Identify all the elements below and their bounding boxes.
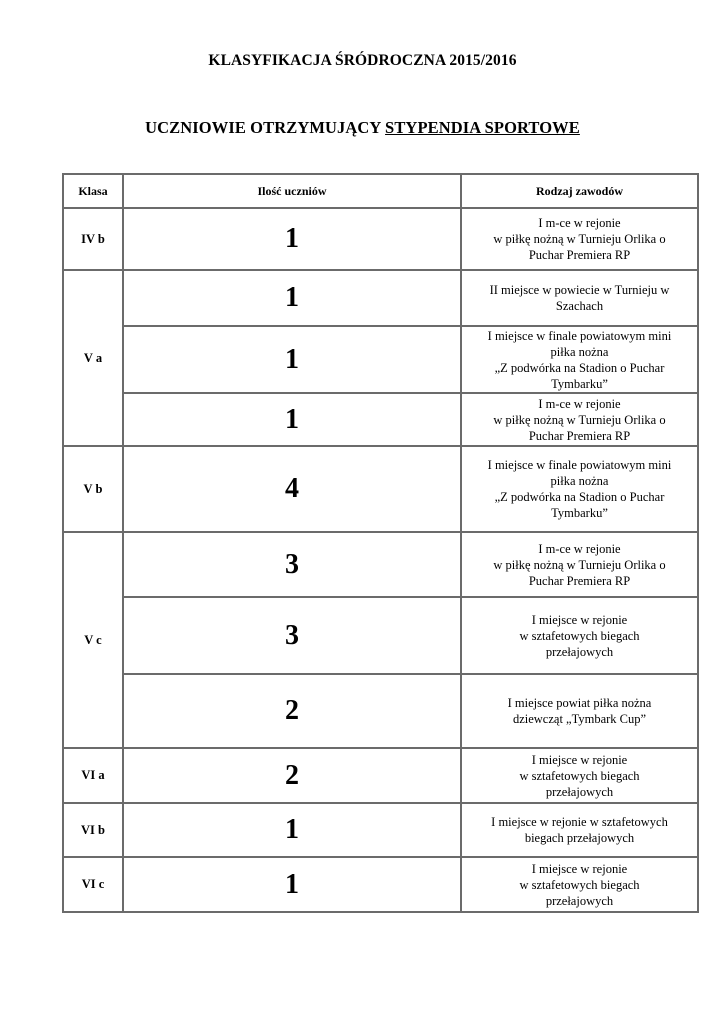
description-line: przełajowych [545,644,614,659]
description-line: I miejsce w rejonie [531,612,628,627]
document-title: KLASYFIKACJA ŚRÓDROCZNA 2015/2016 [208,52,517,69]
description-line: II miejsce w powiecie w Turnieju w [489,283,670,297]
class-cell: V a [63,270,123,446]
description-line: piłka nożna [550,344,609,359]
student-count: 3 [123,597,461,674]
description-line: przełajowych [545,784,614,799]
description-line: w piłkę nożną w Turnieju Orlika o [493,232,666,246]
student-count: 4 [123,446,461,532]
document-subtitle [0,118,725,138]
student-count: 1 [123,803,461,857]
competition-description [461,446,698,532]
description-line: Puchar Premiera RP [528,573,631,588]
description-line: Tymbarku” [551,376,608,391]
class-cell: VI c [63,857,123,912]
description-line: I miejsce w rejonie [531,861,628,876]
competition-description [461,393,698,446]
class-cell: V b [63,446,123,532]
student-count: 3 [123,532,461,597]
description-line: biegach przełajowych [524,831,635,845]
description-line: I miejsce w rejonie [531,752,628,767]
description-line: I m-ce w rejonie [538,216,621,230]
header-klasa: Klasa [63,174,123,208]
table-row [63,393,698,446]
competition-description [461,597,698,674]
description-line: „Z podwórka na Stadion o Puchar [494,490,665,504]
table-row [63,803,698,857]
competition-description [461,674,698,748]
table-row [63,748,698,803]
table-row [63,326,698,393]
description-line: I miejsce w finale powiatowym mini [487,328,672,343]
table-row [63,446,698,532]
table-row [63,208,698,270]
student-count: 2 [123,674,461,748]
competition-description [461,532,698,597]
description-line: w sztafetowych biegach [519,628,640,643]
student-count: 1 [123,270,461,326]
description-line: I miejsce w rejonie w sztafetowych [491,815,668,829]
competition-description [461,270,698,326]
header-competition: Rodzaj zawodów [461,174,698,208]
description-line: I miejsce w finale powiatowym mini [487,458,672,472]
student-count: 1 [123,393,461,446]
table-row [63,532,698,597]
competition-description [461,748,698,803]
student-count: 1 [123,326,461,393]
student-count: 2 [123,748,461,803]
description-line: przełajowych [545,893,614,908]
description-line: Szachach [555,299,604,313]
subtitle-underlined: STYPENDIA SPORTOWE [385,118,580,137]
header-count: Ilość uczniów [123,174,461,208]
student-count: 1 [123,208,461,270]
competition-description [461,208,698,270]
description-line: w sztafetowych biegach [519,877,640,892]
table-row [63,674,698,748]
competition-description [461,326,698,393]
scholarship-table [62,173,699,913]
description-line: Tymbarku” [551,506,608,520]
description-line: piłka nożna [550,474,609,488]
competition-description [461,857,698,912]
description-line: I m-ce w rejonie [538,396,621,411]
student-count: 1 [123,857,461,912]
class-cell: VI b [63,803,123,857]
subtitle-prefix: UCZNIOWIE OTRZYMUJĄCY [145,118,386,137]
description-line: dziewcząt „Tymbark Cup” [512,712,647,726]
description-line: w piłkę nożną w Turnieju Orlika o [493,412,666,427]
class-cell: IV b [63,208,123,270]
description-line: w piłkę nożną w Turnieju Orlika o [493,557,666,572]
table-row [63,270,698,326]
table-row [63,857,698,912]
description-line: I miejsce powiat piłka nożna [507,696,652,710]
table-row [63,597,698,674]
description-line: w sztafetowych biegach [519,768,640,783]
description-line: Puchar Premiera RP [528,428,631,443]
competition-description [461,803,698,857]
description-line: „Z podwórka na Stadion o Puchar [494,360,665,375]
description-line: I m-ce w rejonie [538,541,621,556]
class-cell: VI a [63,748,123,803]
table-header-row [63,174,698,208]
class-cell: V c [63,532,123,748]
description-line: Puchar Premiera RP [528,248,631,262]
